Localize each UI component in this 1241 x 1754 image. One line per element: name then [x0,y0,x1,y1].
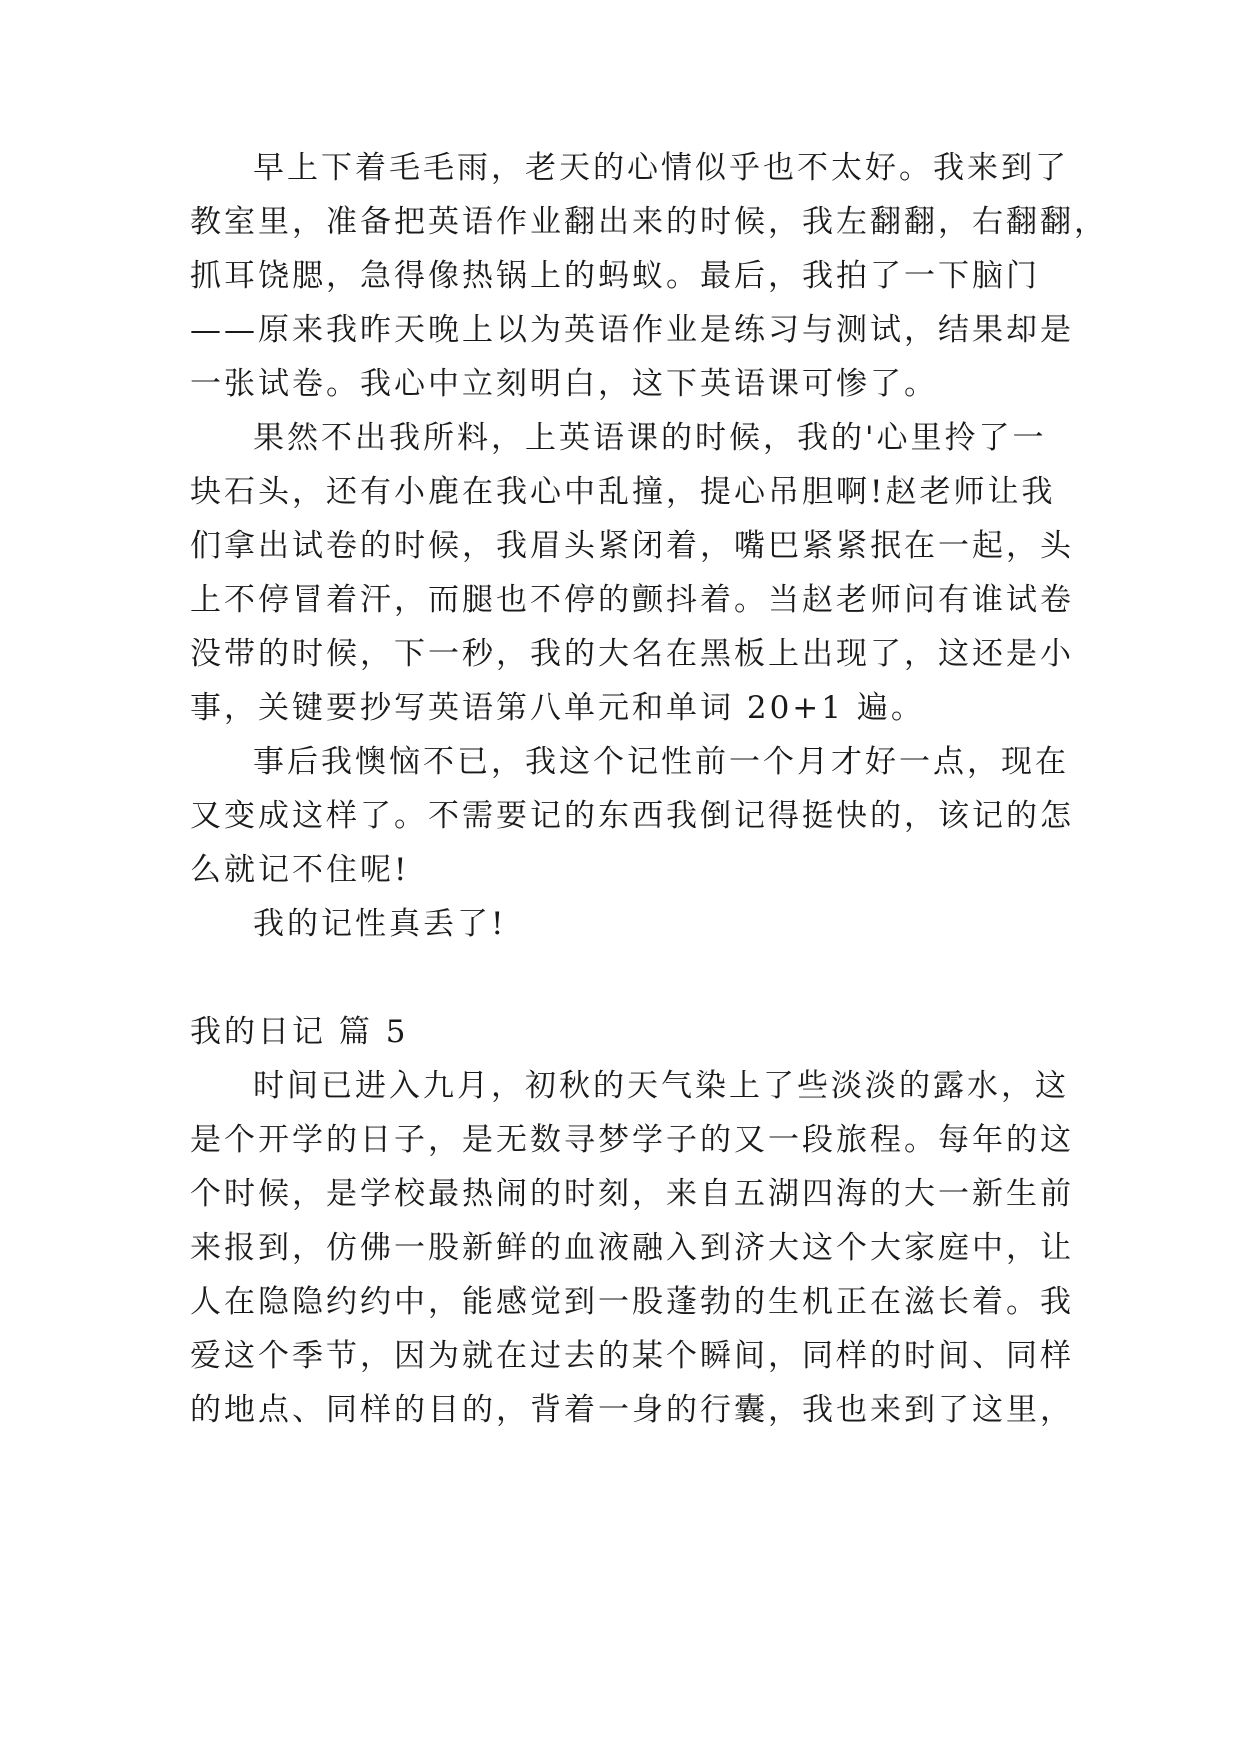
text-line: 人在隐隐约约中，能感觉到一股蓬勃的生机正在滋长着。我 [190,1284,1074,1320]
text-line: 事后我懊恼不已，我这个记性前一个月才好一点，现在 [253,744,1069,780]
text-line: 时间已进入九月，初秋的天气染上了些淡淡的露水，这 [253,1068,1069,1104]
text-line: 早上下着毛毛雨，老天的心情似乎也不太好。我来到了 [253,150,1069,186]
text-line: 我的记性真丢了! [253,906,507,942]
text-line: 个时候，是学校最热闹的时刻，来自五湖四海的大一新生前 [190,1176,1074,1212]
text-line: 的地点、同样的目的，背着一身的行囊，我也来到了这里， [190,1392,1074,1428]
text-line: 上不停冒着汗，而腿也不停的颤抖着。当赵老师问有谁试卷 [190,582,1074,618]
text-line: 是个开学的日子，是无数寻梦学子的又一段旅程。每年的这 [190,1122,1074,1158]
text-line: 么就记不住呢! [190,852,410,888]
text-line: 事，关键要抄写英语第八单元和单词 20+1 遍。 [190,690,925,726]
text-line: 爱这个季节，因为就在过去的某个瞬间，同样的时间、同样 [190,1338,1074,1374]
text-line: 抓耳饶腮，急得像热锅上的蚂蚁。最后，我拍了一下脑门 [190,258,1040,294]
text-line: 们拿出试卷的时候，我眉头紧闭着，嘴巴紧紧抿在一起，头 [190,528,1074,564]
section-heading: 我的日记 篇 5 [190,1014,409,1050]
text-line: 果然不出我所料，上英语课的时候，我的'心里拎了一 [253,420,1047,456]
text-line: 又变成这样了。不需要记的东西我倒记得挺快的，该记的怎 [190,798,1074,834]
text-line: 块石头，还有小鹿在我心中乱撞，提心吊胆啊!赵老师让我 [190,474,1056,510]
text-line: 来报到，仿佛一股新鲜的血液融入到济大这个大家庭中，让 [190,1230,1074,1266]
text-line: ——原来我昨天晚上以为英语作业是练习与测试，结果却是 [190,312,1074,348]
text-line: 教室里，准备把英语作业翻出来的时候，我左翻翻，右翻翻， [190,204,1108,240]
text-line: 没带的时候，下一秒，我的大名在黑板上出现了，这还是小 [190,636,1074,672]
text-line: 一张试卷。我心中立刻明白，这下英语课可惨了。 [190,366,938,402]
